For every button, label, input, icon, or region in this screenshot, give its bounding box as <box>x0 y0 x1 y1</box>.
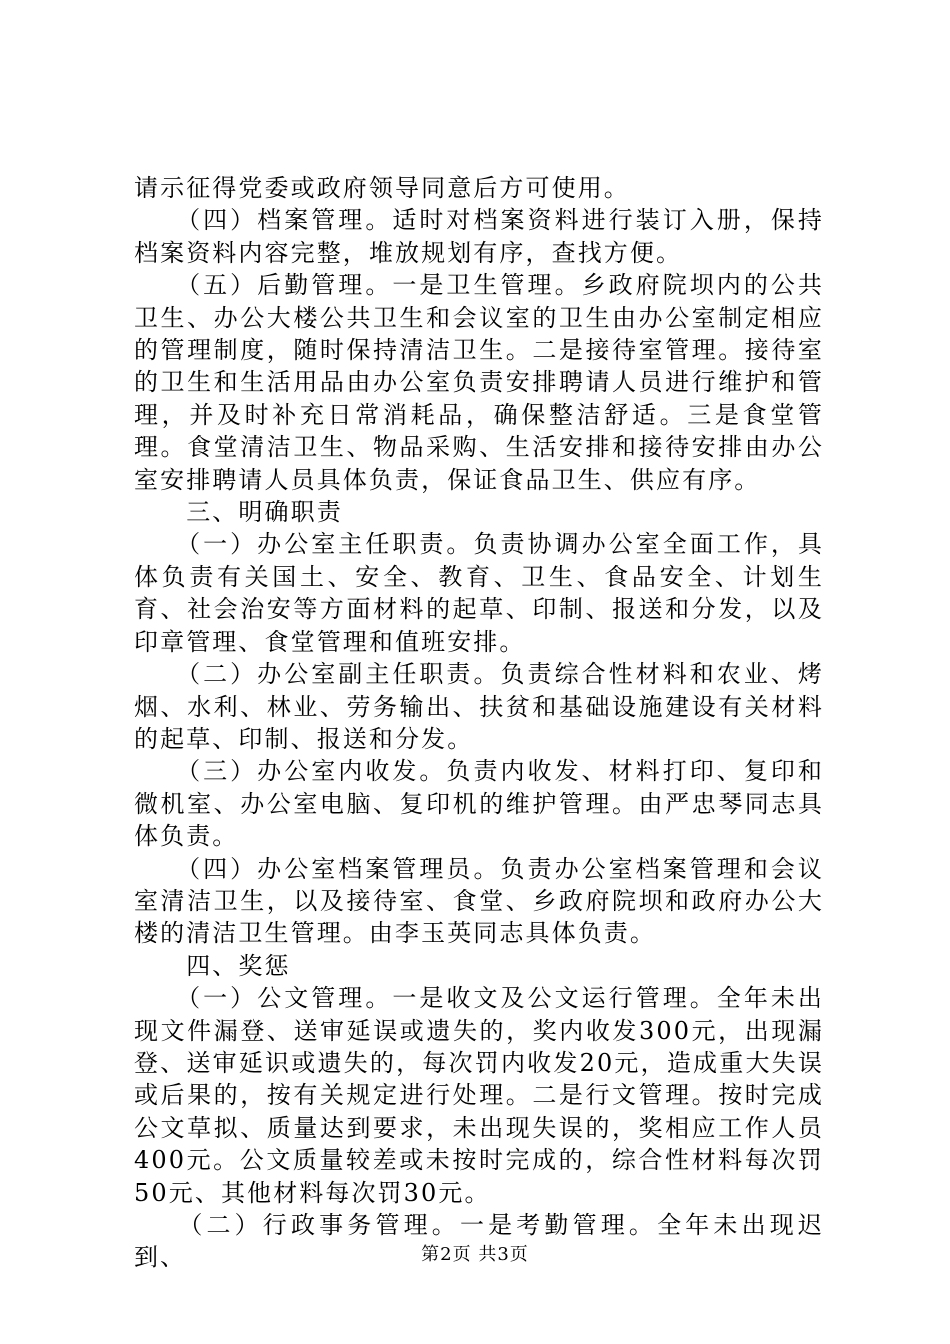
paragraph: （四）办公室档案管理员。负责办公室档案管理和会议室清洁卫生，以及接待室、食堂、乡政府院坝和政府办公大楼的清洁卫生管理。由李玉英同志具体负责。 <box>134 854 824 948</box>
paragraph: （二）办公室副主任职责。负责综合性材料和农业、烤烟、水利、林业、劳务输出、扶贫和基础设施建设有关材料的起草、印制、报送和分发。 <box>134 660 824 753</box>
paragraph: 请示征得党委或政府领导同意后方可使用。 <box>134 174 630 202</box>
section-heading: 三、明确职责 <box>134 498 343 527</box>
paragraph: （二）行政事务管理。一是考勤管理。全年未出现迟到、 <box>134 1211 824 1272</box>
paragraph: （一）公文管理。一是收文及公文运行管理。全年未出现文件漏登、送审延误或遗失的，奖内收发300元，出现漏登、送审延识或遗失的，每次罚内收发20元，造成重大失误或后果的，按有关规定进行处理。二是行文管理。按时完成公文草拟、质量达到要求，未出现失误的，奖相应工作人员400元。公文质量较差或未按时完成的，综合性材料每次罚50元、其他材料每次罚30元。 <box>134 984 824 1207</box>
document-body <box>134 172 824 1274</box>
paragraph: （三）办公室内收发。负责内收发、材料打印、复印和微机室、办公室电脑、复印机的维护管理。由严忠琴同志具体负责。 <box>134 757 824 851</box>
section-heading: 四、奖惩 <box>134 951 291 980</box>
page-number: 第2页 共3页 <box>421 1244 529 1265</box>
paragraph: （五）后勤管理。一是卫生管理。乡政府院坝内的公共卫生、办公大楼公共卫生和会议室的卫生由办公室制定相应的管理制度，随时保持清洁卫生。二是接待室管理。接待室的卫生和生活用品由办公室负责安排聘请人员进行维护和管理，并及时补充日常消耗品，确保整洁舒适。三是食堂管理。食堂清洁卫生、物品采购、生活安排和接待安排由办公室安排聘请人员具体负责，保证食品卫生、供应有序。 <box>134 271 824 494</box>
paragraph: （四）档案管理。适时对档案资料进行装订入册，保持档案资料内容完整，堆放规划有序，查找方便。 <box>134 206 824 267</box>
paragraph: （一）办公室主任职责。负责协调办公室全面工作，具体负责有关国土、安全、教育、卫生、食品安全、计划生育、社会治安等方面材料的起草、印制、报送和分发，以及印章管理、食堂管理和值班安排。 <box>134 530 824 656</box>
page-footer <box>0 1244 950 1266</box>
